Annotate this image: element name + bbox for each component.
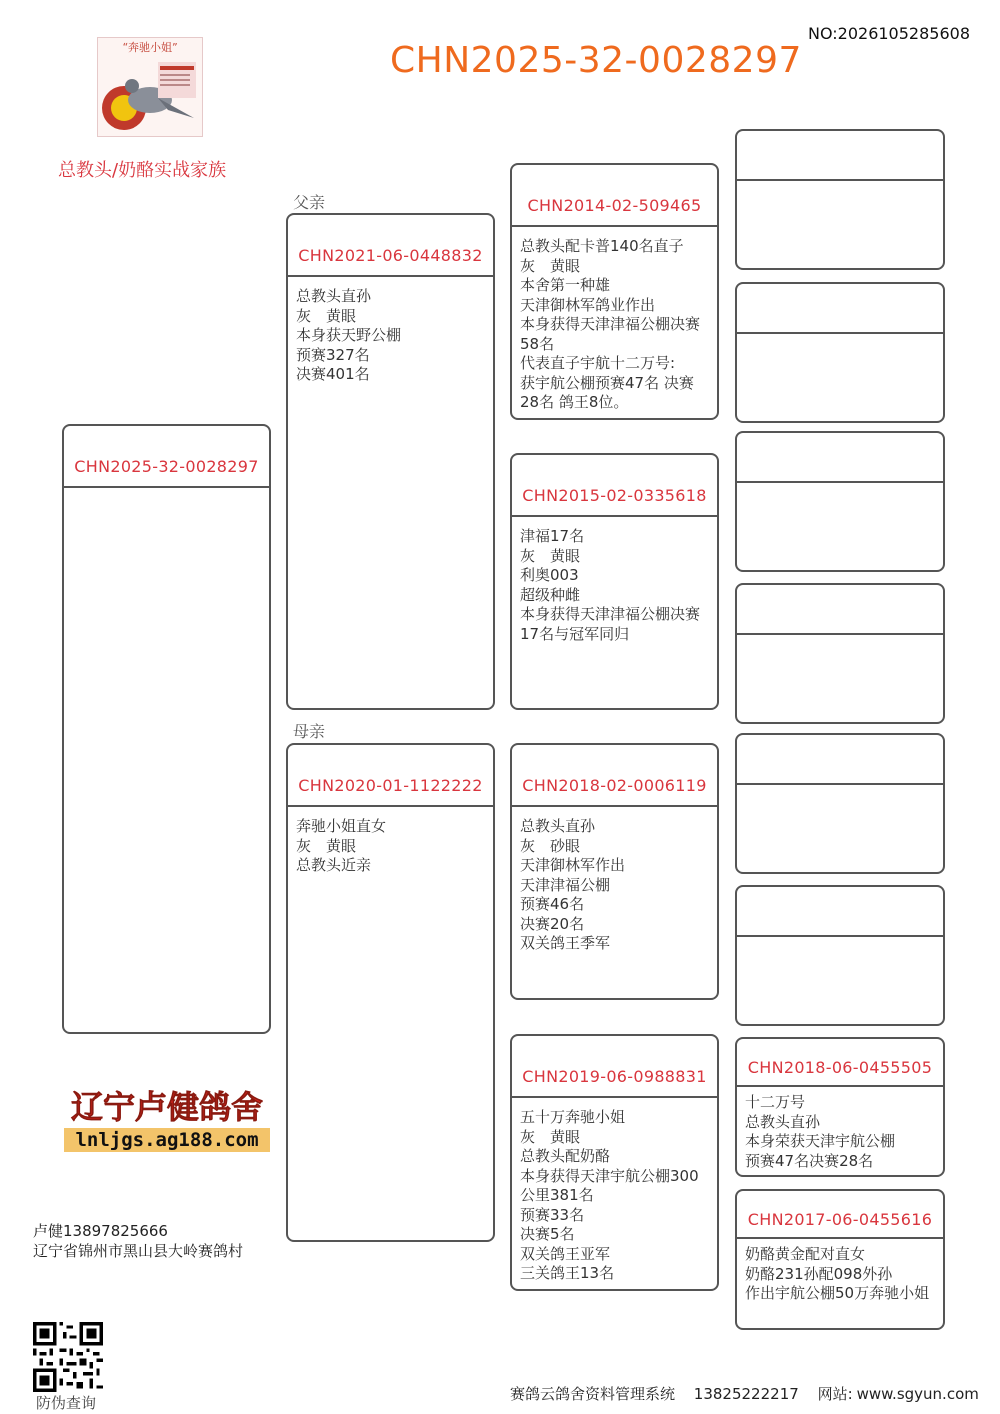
serial-number: NO:2026105285608 (807, 24, 970, 43)
footer-phone: 13825222217 (693, 1385, 799, 1403)
great-grandparent-card (735, 129, 945, 270)
contact-phone: 卢健13897825666 (33, 1222, 168, 1240)
great-grandparent-card (735, 733, 945, 874)
granddam-maternal-card (510, 1034, 719, 1291)
footer-site-link[interactable]: www.sgyun.com (856, 1385, 979, 1403)
sire-label: 父亲 (293, 193, 326, 212)
logo (97, 37, 203, 137)
great-granddam-card (735, 1189, 945, 1330)
footer (510, 1383, 993, 1404)
dam-ring: CHN2020-01-1122222 (288, 745, 493, 807)
logo-caption: “奔驰小姐” (122, 41, 178, 54)
qr-caption: 防伪查询 (36, 1394, 97, 1412)
dam-card (286, 743, 495, 1242)
great-grandsire-card (735, 1037, 945, 1177)
great-grandparent-card (735, 431, 945, 572)
contact-info (33, 1221, 243, 1261)
great-granddam-notes: 奶酪黄金配对直女 奶酪231孙配098外孙 作出宇航公棚50万奔驰小姐 (745, 1245, 930, 1302)
footer-site-label: 网站: (817, 1385, 853, 1403)
subject-card (62, 424, 271, 1034)
footer-system: 赛鸽云鸽舍资料管理系统 (510, 1385, 676, 1403)
grandsire-maternal-notes: 总教头直孙 灰 砂眼 天津御林军作出 天津津福公棚 预赛46名 决赛20名 双关鸽王季军 (520, 817, 626, 952)
loft-name: 辽宁卢健鸽舍 (70, 1088, 264, 1126)
granddam-maternal-ring: CHN2019-06-0988831 (512, 1036, 717, 1098)
loft-url: lnljgs.ag188.com (75, 1129, 259, 1151)
loft-logo (62, 1080, 272, 1156)
dam-notes: 奔驰小姐直女 灰 黄眼 总教头近亲 (296, 817, 387, 874)
great-grandparent-card (735, 282, 945, 423)
grandsire-paternal-ring: CHN2014-02-509465 (512, 165, 717, 227)
contact-address: 辽宁省锦州市黑山县大岭赛鸽村 (33, 1242, 244, 1260)
grandsire-paternal-card (510, 163, 719, 420)
sire-card (286, 213, 495, 710)
great-grandparent-card (735, 583, 945, 724)
dam-label: 母亲 (293, 722, 326, 741)
grandsire-paternal-notes: 总教头配卡普140名直子 灰 黄眼 本舍第一种雄 天津御林军鸽业作出 本身获得天津津福公棚决赛58名 代表直子宇航十二万号: 获宇航公棚预赛47名 决赛28名 鸽王8位。 (520, 237, 701, 411)
subject-ring: CHN2025-32-0028297 (64, 426, 269, 488)
granddam-paternal-ring: CHN2015-02-0335618 (512, 455, 717, 517)
great-grandsire-notes: 十二万号 总教头直孙 本身荣获天津宇航公棚 预赛47名决赛28名 (745, 1093, 896, 1170)
qr-code[interactable] (33, 1322, 103, 1392)
sire-ring: CHN2021-06-0448832 (288, 215, 493, 277)
great-grandsire-ring: CHN2018-06-0455505 (737, 1039, 943, 1087)
grandsire-maternal-ring: CHN2018-02-0006119 (512, 745, 717, 807)
page-title: CHN2025-32-0028297 (390, 40, 802, 81)
granddam-maternal-notes: 五十万奔驰小姐 灰 黄眼 总教头配奶酪 本身获得天津宇航公棚300公里381名 预赛33名 决赛5名 双关鸽王亚军 三关鸽王13名 (520, 1108, 699, 1282)
sire-notes: 总教头直孙 灰 黄眼 本身获天野公棚 预赛327名 决赛401名 (296, 287, 402, 383)
grandsire-maternal-card (510, 743, 719, 1000)
family-line: 总教头/奶酪实战家族 (58, 160, 227, 181)
great-grandparent-card (735, 885, 945, 1026)
granddam-paternal-card (510, 453, 719, 710)
great-granddam-ring: CHN2017-06-0455616 (737, 1191, 943, 1239)
granddam-paternal-notes: 津福17名 灰 黄眼 利奥003 超级种雌 本身获得天津津福公棚决赛17名与冠军同归 (520, 527, 701, 643)
